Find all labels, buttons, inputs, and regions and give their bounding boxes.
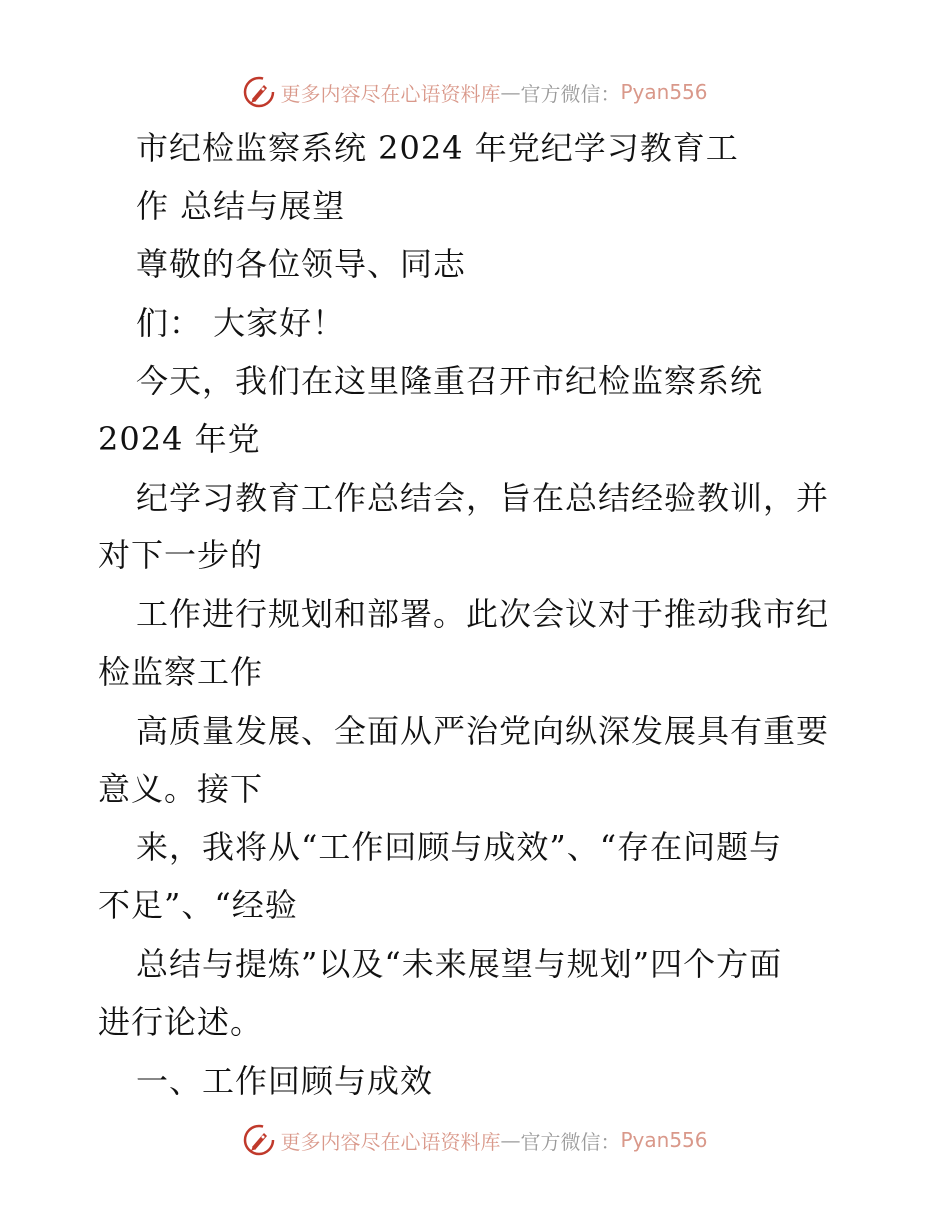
paragraph-line: 总结与提炼”以及“未来展望与规划”四个方面 [136,945,783,983]
paragraph-line: 不足”、“经验 [98,886,298,924]
watermark-brand-text: 更多内容尽在心语资料库 [280,81,501,106]
document-title-line-1: 市纪检监察系统 2024 年党纪学习教育工 [136,129,739,167]
paragraph-line: 检监察工作 [98,653,264,691]
paragraph-line: 高质量发展、全面从严治党向纵深发展具有重要 [136,712,830,750]
watermark-brand-text: 更多内容尽在心语资料库 [280,1129,501,1154]
footer-watermark [0,1120,950,1160]
paragraph-line: 意义。接下 [98,770,264,808]
paragraph-line: 来，我将从“工作回顾与成效”、“存在问题与 [136,828,783,866]
watermark-separator: — [500,1128,521,1152]
section-heading: 一、工作回顾与成效 [136,1062,434,1100]
header-watermark [0,72,950,112]
paragraph-line: 尊敬的各位领导、同志 [136,245,467,283]
watermark-contact-label: 官方微信： [520,81,621,106]
paragraph-line: 对下一步的 [98,536,264,574]
watermark-contact-label: 官方微信： [520,1129,621,1154]
document-title-line-2: 作 总结与展望 [136,187,346,225]
watermark-contact-id: Pyan556 [620,80,708,104]
paragraph-line: 进行论述。 [98,1003,264,1041]
paragraph-line: 纪学习教育工作总结会，旨在总结经验教训，并 [136,479,830,517]
pen-nib-logo-icon [242,1123,276,1157]
paragraph-line: 2024 年党 [98,420,261,458]
watermark-contact-id: Pyan556 [620,1128,708,1152]
watermark-separator: — [500,80,521,104]
paragraph-line: 们： 大家好！ [136,304,346,342]
paragraph-line: 工作进行规划和部署。此次会议对于推动我市纪 [136,595,830,633]
pen-nib-logo-icon [242,75,276,109]
paragraph-line: 今天，我们在这里隆重召开市纪检监察系统 [136,362,764,400]
